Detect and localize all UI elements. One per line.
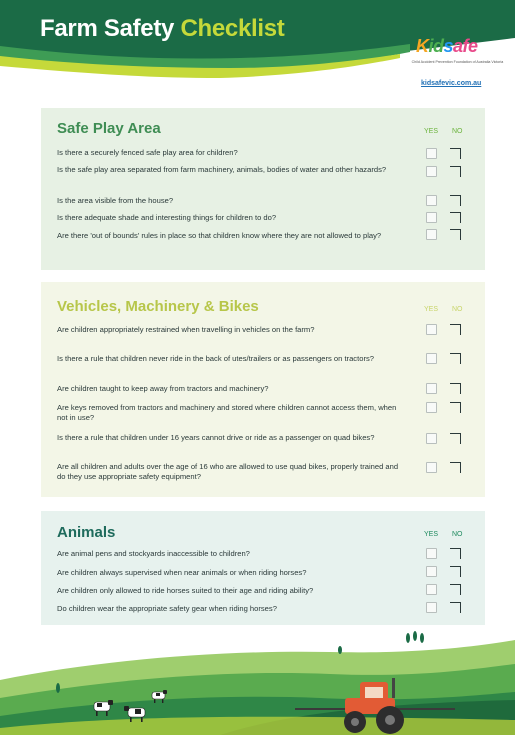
no-checkbox-icon[interactable] — [450, 148, 461, 159]
section-title: Animals — [57, 524, 116, 541]
website-link[interactable]: kidsafevic.com.au — [421, 80, 482, 87]
section-title: Safe Play Area — [57, 120, 161, 137]
question-text: Is the safe play area separated from farm machinery, animals, bodies of water and other hazards? — [57, 165, 387, 174]
yes-checkbox-icon[interactable] — [426, 566, 437, 577]
no-checkbox-icon[interactable] — [450, 166, 461, 177]
yes-column-header: YES — [424, 128, 439, 135]
question-text: Are all children and adults over the age of 16 who are allowed to use quad bikes, properly trained and do they use appropriate safety equipment? — [57, 462, 399, 481]
yes-checkbox-icon[interactable] — [426, 462, 437, 473]
page-title: Farm Safety Checklist — [40, 15, 285, 42]
question-text: Do children wear the appropriate safety gear when riding horses? — [57, 604, 277, 613]
no-checkbox-icon[interactable] — [450, 548, 461, 559]
no-checkbox-icon[interactable] — [450, 462, 461, 473]
yes-checkbox-icon[interactable] — [426, 166, 437, 177]
question-text: Is there a securely fenced safe play area for children? — [57, 148, 238, 157]
no-checkbox-icon[interactable] — [450, 353, 461, 364]
yes-checkbox-icon[interactable] — [426, 212, 437, 223]
no-checkbox-icon[interactable] — [450, 383, 461, 394]
section-vehicles-machinery-bikes — [41, 282, 485, 497]
yes-checkbox-icon[interactable] — [426, 148, 437, 159]
question-text: Are children appropriately restrained when travelling in vehicles on the farm? — [57, 325, 315, 334]
yes-checkbox-icon[interactable] — [426, 353, 437, 364]
no-checkbox-icon[interactable] — [450, 584, 461, 595]
no-checkbox-icon[interactable] — [450, 433, 461, 444]
question-text: Is there a rule that children never ride in the back of utes/trailers or as passengers on tractors? — [57, 354, 374, 363]
yes-checkbox-icon[interactable] — [426, 195, 437, 206]
question-text: Are children taught to keep away from tractors and machinery? — [57, 384, 269, 393]
logo-tagline: Child Accident Prevention Foundation of Australia Victoria — [411, 60, 504, 64]
question-text: Are keys removed from tractors and machinery and stored where children cannot access them, when not in use? — [57, 403, 397, 422]
no-column-header: NO — [452, 531, 463, 538]
yes-checkbox-icon[interactable] — [426, 602, 437, 613]
question-text: Are children only allowed to ride horses suited to their age and riding ability? — [57, 586, 314, 595]
no-checkbox-icon[interactable] — [450, 229, 461, 240]
question-text: Is there adequate shade and interesting things for children to do? — [57, 213, 277, 222]
no-checkbox-icon[interactable] — [450, 212, 461, 223]
yes-column-header: YES — [424, 306, 439, 313]
no-checkbox-icon[interactable] — [450, 195, 461, 206]
question-text: Is the area visible from the house? — [57, 196, 174, 205]
no-checkbox-icon[interactable] — [450, 566, 461, 577]
no-column-header: NO — [452, 128, 463, 135]
yes-checkbox-icon[interactable] — [426, 402, 437, 413]
question-text: Are animal pens and stockyards inaccessible to children? — [57, 549, 250, 558]
question-text: Are there 'out of bounds' rules in place so that children know where they are not allowed to play? — [57, 231, 382, 240]
yes-checkbox-icon[interactable] — [426, 548, 437, 559]
logo-wordmark: Kidsafe — [416, 36, 478, 56]
yes-column-header: YES — [424, 531, 439, 538]
no-column-header: NO — [452, 306, 463, 313]
yes-checkbox-icon[interactable] — [426, 433, 437, 444]
no-checkbox-icon[interactable] — [450, 602, 461, 613]
yes-checkbox-icon[interactable] — [426, 584, 437, 595]
yes-checkbox-icon[interactable] — [426, 229, 437, 240]
no-checkbox-icon[interactable] — [450, 402, 461, 413]
no-checkbox-icon[interactable] — [450, 324, 461, 335]
section-safe-play-area — [41, 108, 485, 270]
section-title: Vehicles, Machinery & Bikes — [57, 298, 259, 315]
question-text: Is there a rule that children under 16 years cannot drive or ride as a passenger on quad bikes? — [57, 433, 375, 442]
section-animals — [41, 511, 485, 625]
farm-landscape-illustration — [0, 620, 515, 735]
yes-checkbox-icon[interactable] — [426, 324, 437, 335]
question-text: Are children always supervised when near animals or when riding horses? — [57, 568, 307, 577]
yes-checkbox-icon[interactable] — [426, 383, 437, 394]
